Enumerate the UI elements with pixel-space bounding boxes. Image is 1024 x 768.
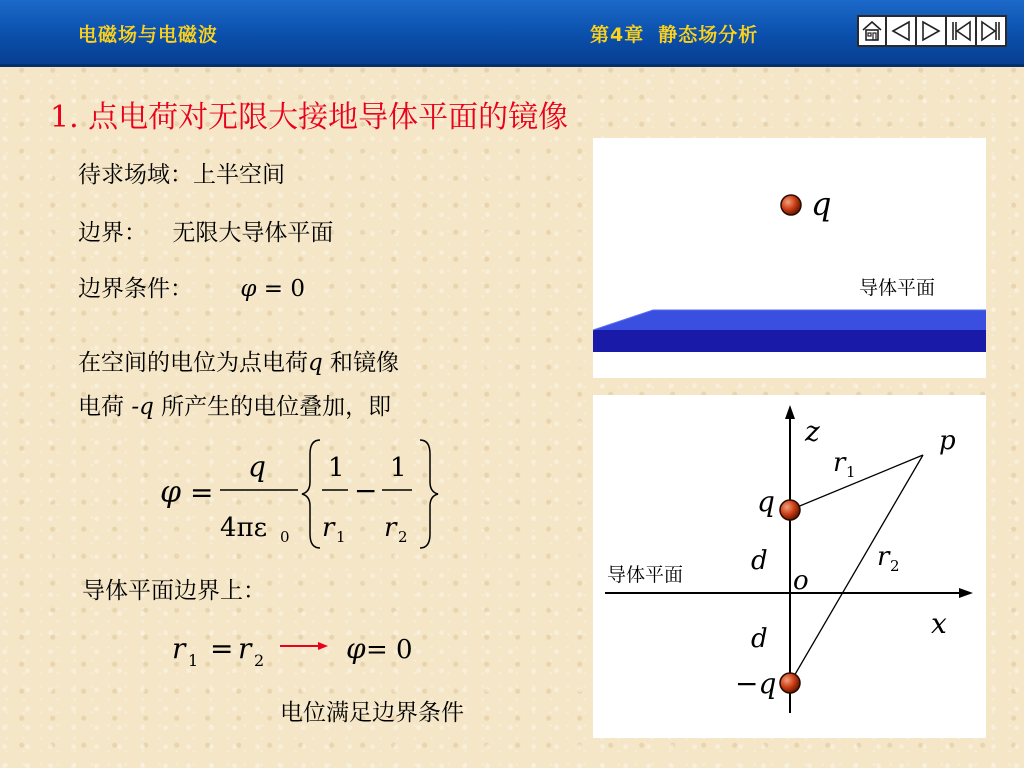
- z-axis-label: z: [805, 415, 820, 448]
- conclusion-line: 电位满足边界条件: [280, 700, 464, 726]
- r1-sub: 1: [846, 463, 856, 481]
- course-title: 电磁场与电磁波: [78, 24, 219, 46]
- formula-one-b: 1: [390, 453, 407, 483]
- desc2-text-a: 电荷: [78, 394, 132, 420]
- r2-label: r: [877, 542, 890, 572]
- point-p-label: p: [939, 426, 956, 456]
- description-line-1: [78, 344, 399, 377]
- on-plane-label: 导体平面边界上：: [82, 578, 266, 604]
- formula-phi: φ: [160, 475, 182, 510]
- charge-q-ball: [780, 500, 800, 520]
- slide-navigation: [857, 15, 1007, 47]
- first-slide-button[interactable]: [947, 15, 977, 47]
- distance-d-top: d: [751, 546, 768, 576]
- bc-equals-zero: = 0: [263, 276, 305, 302]
- formula-den-sub: 0: [280, 528, 290, 546]
- eq-phi: φ: [346, 632, 366, 665]
- last-slide-button[interactable]: [977, 15, 1007, 47]
- desc2-text-b: 所产生的电位叠加，即: [153, 394, 392, 420]
- r1-line: [790, 455, 923, 510]
- desc-text-a: 在空间的电位为点电荷: [78, 350, 308, 376]
- chapter-number: 第4章: [590, 24, 645, 46]
- formula-r1: r: [322, 513, 335, 543]
- home-button[interactable]: [857, 15, 887, 47]
- plate-top-face: [593, 310, 986, 330]
- chapter-title: [590, 20, 758, 47]
- eq-r2: r: [238, 632, 252, 665]
- x-axis-label: x: [931, 607, 947, 640]
- z-axis-arrow: [785, 405, 795, 419]
- formula-equals: =: [190, 476, 214, 509]
- formula-numerator-q: q: [248, 450, 266, 483]
- boundary-line: [78, 214, 333, 247]
- boundary-label: 边界：: [78, 220, 147, 246]
- eq-equals: =: [210, 632, 234, 665]
- charge-plane-svg: [593, 138, 986, 378]
- formula-r2: r: [384, 513, 397, 543]
- eq-r2-sub: 2: [254, 651, 265, 670]
- next-slide-button[interactable]: [917, 15, 947, 47]
- eq-r1-sub: 1: [188, 651, 199, 670]
- boundary-condition-label: 边界条件：: [78, 276, 193, 302]
- image-method-svg: [593, 395, 986, 738]
- charge-ball: [781, 195, 801, 215]
- formula-left-brace: [302, 440, 320, 548]
- slide-heading: 1. 点电荷对无限大接地导体平面的镜像: [50, 100, 569, 135]
- domain-line: 待求场域：上半空间: [78, 162, 285, 188]
- boundary-condition-line: [78, 270, 305, 303]
- origin-label: o: [793, 566, 809, 596]
- charge-q-label: q: [757, 485, 775, 518]
- first-icon: [949, 19, 973, 43]
- image-charge-label: −q: [735, 667, 777, 700]
- next-icon: [919, 19, 943, 43]
- desc-q: q: [308, 350, 323, 376]
- formula-r2-sub: 2: [398, 528, 408, 546]
- x-axis-arrow: [959, 588, 973, 598]
- description-line-2: [78, 388, 391, 421]
- desc2-neg-q: -q: [131, 394, 154, 420]
- r2-line: [790, 455, 923, 683]
- potential-formula: [150, 432, 450, 552]
- r1-label: r: [833, 448, 846, 478]
- implies-arrow-head: [318, 642, 328, 650]
- home-icon: [860, 19, 884, 43]
- eq-r1: r: [172, 632, 186, 665]
- formula-r1-sub: 1: [336, 528, 346, 546]
- distance-d-bottom: d: [751, 624, 768, 654]
- formula-one-a: 1: [328, 453, 345, 483]
- formula-denominator: 4πε: [220, 513, 268, 543]
- charge-label-q: q: [811, 185, 832, 223]
- previous-slide-button[interactable]: [887, 15, 917, 47]
- prev-icon: [889, 19, 913, 43]
- plate-front-face: [593, 330, 986, 352]
- desc-text-b: 和镜像: [322, 350, 400, 376]
- boundary-equality: [168, 622, 428, 674]
- eq-equals-zero: = 0: [366, 635, 413, 665]
- image-charge-ball: [780, 673, 800, 693]
- last-icon: [979, 19, 1003, 43]
- formula-minus: −: [354, 474, 378, 507]
- bc-phi: φ: [240, 276, 257, 302]
- image-method-figure: [593, 395, 986, 738]
- charge-plane-figure: [593, 138, 986, 378]
- chapter-name: 静态场分析: [658, 24, 759, 46]
- formula-right-brace: [420, 440, 438, 548]
- r2-sub: 2: [890, 557, 900, 575]
- title-bar: [0, 0, 1024, 67]
- boundary-value: 无限大导体平面: [172, 220, 334, 246]
- plane-label-bottom: 导体平面: [607, 564, 684, 586]
- plane-label: 导体平面: [859, 277, 936, 299]
